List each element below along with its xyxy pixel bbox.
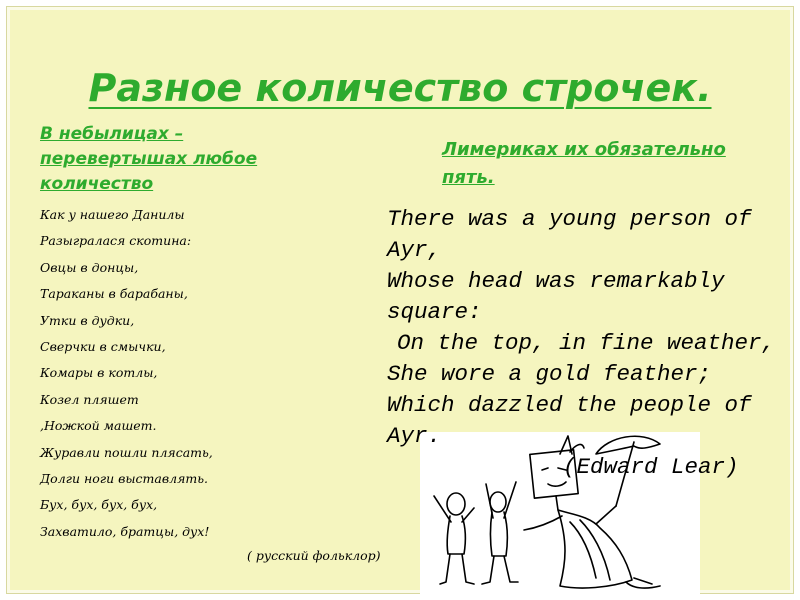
limericks-heading: Лимериках их обязательно пять. xyxy=(442,139,726,188)
limerick-line: She wore a gold feather; xyxy=(387,361,712,387)
slide-title: Разное количество строчек. xyxy=(88,66,712,110)
limerick-line: square: xyxy=(387,299,482,325)
folk-poem-line: Журавли пошли плясать, xyxy=(40,444,213,460)
nonsense-poems-heading: В небылицах – перевертышах любое количество xyxy=(40,124,258,194)
folk-poem xyxy=(40,205,370,548)
folk-poem-line: Разыгралася скотина: xyxy=(40,233,192,249)
limerick-line: Ayr, xyxy=(387,237,442,263)
limerick-author: (Edward Lear) xyxy=(563,454,739,480)
limerick-line: There was a young person of xyxy=(387,206,752,232)
folk-poem-line: Овцы в донцы, xyxy=(40,259,139,275)
folk-poem-line: Бух, бух, бух, бух, xyxy=(40,497,158,513)
folk-poem-line: Как у нашего Данилы xyxy=(40,207,185,222)
limerick-line: Whose head was remarkably xyxy=(387,268,725,294)
limerick-line: On the top, in fine weather, xyxy=(397,330,776,356)
limerick-line: Ayr. xyxy=(387,423,442,449)
folk-poem-line: Козел пляшет xyxy=(40,391,139,407)
folk-poem-source: ( русский фольклор) xyxy=(247,548,381,563)
folk-poem-line: Тараканы в барабаны, xyxy=(40,286,188,302)
folk-poem-line: ,Ножкой машет. xyxy=(40,418,157,434)
folk-poem-line: Сверчки в смычки, xyxy=(40,338,166,354)
folk-poem-line: Захватило, братцы, дух! xyxy=(40,523,210,539)
folk-poem-line: Долги ноги выставлять. xyxy=(40,470,208,486)
folk-poem-line: Комары в котлы, xyxy=(40,365,158,381)
limerick-poem xyxy=(387,204,777,483)
folk-poem-line: Утки в дудки, xyxy=(40,312,135,328)
limerick-line: Which dazzled the people of xyxy=(387,392,752,418)
